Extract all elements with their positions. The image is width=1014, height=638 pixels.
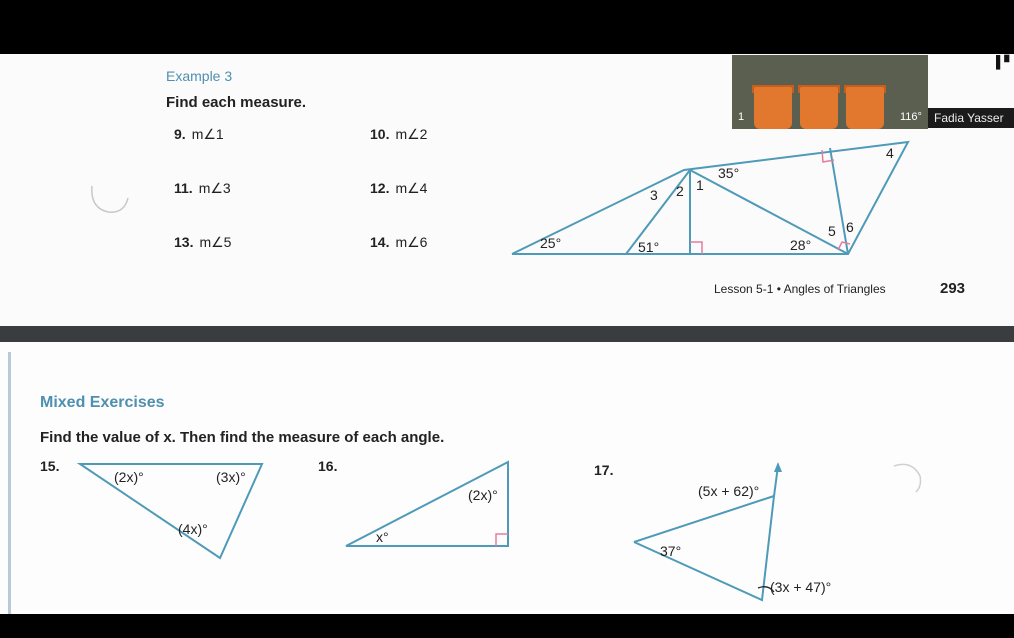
angle-label-51: 51° bbox=[638, 239, 660, 255]
angle-label-35: 35° bbox=[718, 165, 740, 181]
corner-glyph: ▌▘ bbox=[996, 55, 1014, 69]
problem-15-number: 15. bbox=[40, 458, 60, 474]
section-title: Mixed Exercises bbox=[40, 394, 165, 411]
angle-number-4: 4 bbox=[886, 145, 894, 161]
angle-label-28: 28° bbox=[790, 237, 812, 253]
footer-page-number: 293 bbox=[940, 280, 966, 297]
triangle-figure-top bbox=[500, 138, 920, 262]
triangle-17 bbox=[620, 460, 880, 610]
label-3x-47: (3x + 47)° bbox=[770, 579, 832, 595]
problem-13: 13. m∠5 bbox=[174, 234, 232, 250]
angle-number-2: 2 bbox=[676, 183, 684, 199]
angle-label-25: 25° bbox=[540, 235, 562, 251]
label-4x: (4x)° bbox=[178, 521, 208, 537]
right-angle-mark-bottom bbox=[690, 242, 702, 254]
faint-circle-mark bbox=[86, 178, 132, 218]
example-label: Example 3 bbox=[166, 68, 233, 84]
plant-pot bbox=[800, 87, 838, 129]
triangle-16 bbox=[340, 456, 520, 552]
plant-pot bbox=[754, 87, 792, 129]
label-2x-16: (2x)° bbox=[468, 487, 498, 503]
problem-10: 10. m∠2 bbox=[370, 126, 428, 142]
page-divider bbox=[0, 326, 1014, 342]
mixed-instruction: Find the value of x. Then find the measure of each angle. bbox=[40, 429, 445, 446]
webcam-thumbnail bbox=[732, 55, 928, 129]
label-2x: (2x)° bbox=[114, 469, 144, 485]
angle-number-1: 1 bbox=[696, 177, 704, 193]
figure-outer-lines bbox=[512, 142, 908, 254]
segment-diagonal bbox=[690, 170, 848, 254]
triangle-15 bbox=[70, 454, 270, 564]
thumb-label-116: 116° bbox=[900, 111, 922, 123]
label-x-16: x° bbox=[376, 529, 389, 545]
faint-arc-mark bbox=[890, 458, 930, 498]
thumb-label-1: 1 bbox=[738, 111, 745, 123]
angle-number-6: 6 bbox=[846, 219, 854, 235]
label-3x: (3x)° bbox=[216, 469, 246, 485]
plant-pot bbox=[846, 87, 884, 129]
label-5x-62: (5x + 62)° bbox=[698, 483, 760, 499]
problem-9: 9. m∠1 bbox=[174, 126, 224, 142]
page-margin-line bbox=[8, 352, 11, 614]
find-each-measure: Find each measure. bbox=[166, 94, 307, 111]
label-37: 37° bbox=[660, 543, 682, 559]
problem-17-number: 17. bbox=[594, 462, 614, 478]
angle-number-3: 3 bbox=[650, 187, 658, 203]
participant-name-tag: Fadia Yasser bbox=[928, 108, 1014, 128]
problem-11: 11. m∠3 bbox=[174, 180, 231, 196]
footer-lesson-text: Lesson 5-1 • Angles of Triangles bbox=[714, 282, 886, 296]
problem-14: 14. m∠6 bbox=[370, 234, 428, 250]
angle-number-5: 5 bbox=[828, 223, 836, 239]
problem-12: 12. m∠4 bbox=[370, 180, 428, 196]
problem-16-number: 16. bbox=[318, 458, 338, 474]
